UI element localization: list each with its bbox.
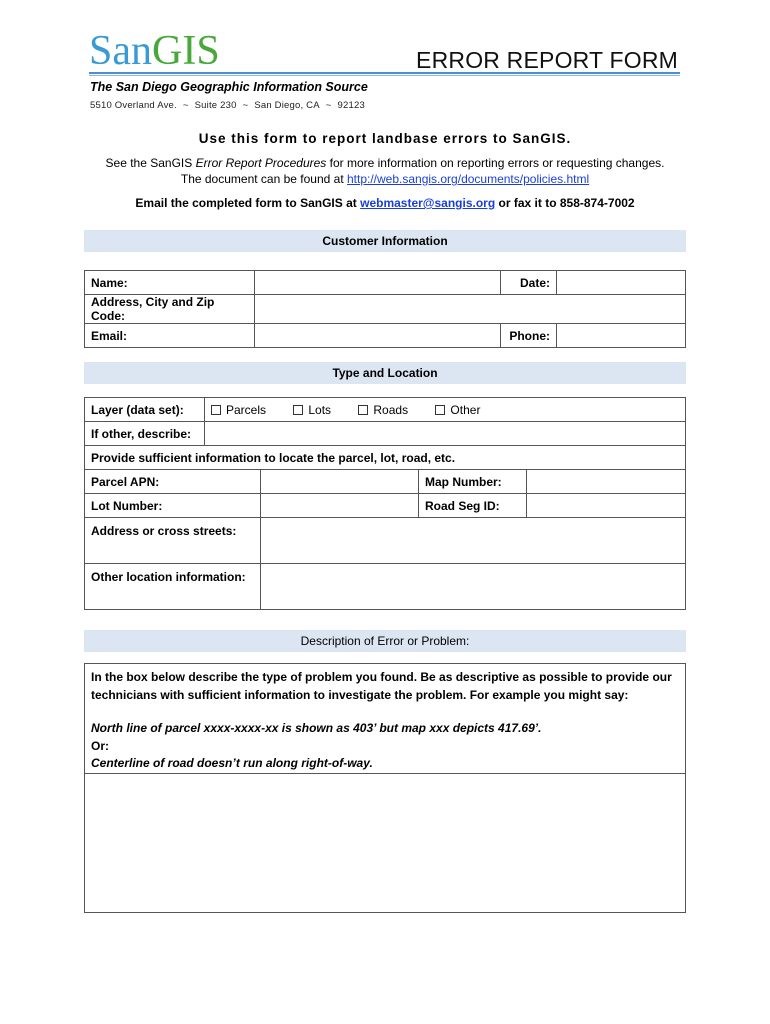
address-street: 5510 Overland Ave. [90,100,177,111]
map-number-label: Map Number: [419,470,527,494]
address-zip: 92123 [337,100,365,111]
date-field[interactable] [557,271,686,295]
parcel-apn-label: Parcel APN: [85,470,261,494]
example-2: Centerline of road doesn’t run along right-of-way. [91,756,373,770]
description-header [84,630,686,652]
example-1: North line of parcel xxxx-xxxx-xx is shown as 403’ but map xxx depicts 417.69’. [91,721,542,735]
description-box [84,663,686,913]
roads-label: Roads [373,402,409,417]
procedures-title: Error Report Procedures [195,156,327,170]
road-seg-field[interactable] [527,494,686,518]
type-location-title: Type and Location [332,366,438,380]
cross-streets-label: Address or cross streets: [85,518,261,564]
layer-table [84,397,686,470]
instr-text: The document can be found at [180,172,347,186]
address-sep: ~ [242,100,249,111]
parcel-apn-field[interactable] [261,470,419,494]
instructions-heading: Use this form to report landbase errors to SanGIS. [198,131,572,146]
fax-text: or fax it to 858-874-7002 [495,196,635,210]
type-location-header [84,362,686,384]
name-label: Name: [85,271,255,295]
header-rule-thin [89,75,680,76]
header-rule [89,72,680,74]
description-intro: In the box below describe the type of problem you found. Be as descriptive as possible to provide our technicians with sufficient information to investigate the problem. For example you might say: [91,670,672,702]
instr-text: See the SanGIS [105,156,196,170]
map-number-field[interactable] [527,470,686,494]
address-sep: ~ [325,100,332,111]
organization-subtitle: The San Diego Geographic Information Source [90,80,368,94]
form-title: ERROR REPORT FORM [416,47,678,73]
webmaster-email-link[interactable]: webmaster@sangis.org [360,196,496,210]
description-field[interactable] [85,774,685,912]
location-table [84,469,686,610]
parcels-label: Parcels [226,402,267,417]
road-seg-label: Road Seg ID: [419,494,527,518]
lots-checkbox[interactable] [293,405,303,415]
email-label: Email: [85,324,255,348]
layer-label: Layer (data set): [85,398,205,422]
logo-gis: GIS [152,28,220,74]
address-field[interactable] [255,295,686,324]
layer-options [205,398,686,422]
address-city: San Diego, CA [254,100,320,111]
email-text: Email the completed form to SanGIS at [135,196,361,210]
parcels-checkbox[interactable] [211,405,221,415]
other-describe-label: If other, describe: [85,422,205,446]
roads-checkbox[interactable] [358,405,368,415]
instructions-line-1 [0,156,770,170]
sangis-logo [89,28,220,74]
or-text: Or: [91,738,109,753]
name-field[interactable] [255,271,501,295]
provide-info-label: Provide sufficient information to locate the parcel, lot, road, etc. [85,446,686,470]
phone-field[interactable] [557,324,686,348]
description-instructions [85,664,685,774]
cross-streets-field[interactable] [261,518,686,564]
instr-text: for more information on reporting errors or requesting changes. [326,156,665,170]
date-label: Date: [501,271,557,295]
description-title: Description of Error or Problem: [300,634,470,648]
phone-label: Phone: [501,324,557,348]
lot-number-field[interactable] [261,494,419,518]
lots-label: Lots [308,402,332,417]
customer-info-table [84,270,686,348]
policies-link[interactable]: http://web.sangis.org/documents/policies.html [347,172,590,186]
instructions-line-2 [0,172,770,186]
other-describe-field[interactable] [205,422,686,446]
lot-number-label: Lot Number: [85,494,261,518]
logo-san: San [89,28,152,74]
organization-address [90,100,365,111]
address-sep: ~ [182,100,189,111]
address-suite: Suite 230 [194,100,237,111]
other-location-field[interactable] [261,564,686,610]
other-checkbox[interactable] [435,405,445,415]
email-field[interactable] [255,324,501,348]
address-label: Address, City and Zip Code: [85,295,255,324]
other-label: Other [450,402,481,417]
other-location-label: Other location information: [85,564,261,610]
email-instructions [0,196,770,210]
customer-info-header: Customer Information [84,230,686,252]
